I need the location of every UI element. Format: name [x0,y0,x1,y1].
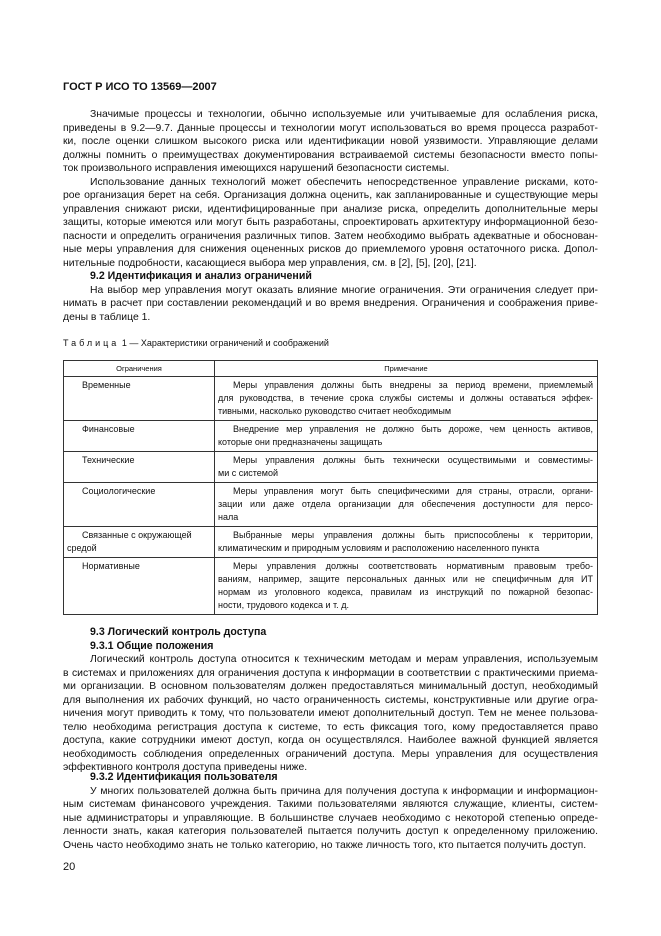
note-text: Внедрение мер управления не должно быть дороже, чем ценность активов, [233,424,593,434]
note-cell [215,527,598,558]
text-line: ные администраторы и управляющие. В большинстве случаев необходимо с некоторой степенью опреде- [63,812,598,824]
text-line: для выполнения их рабочих функций, но часто ограниченность системы, конструктивные или другие огра- [63,694,598,706]
constraint-text: Финансовые [82,424,135,434]
text-line: в системах и приложениях для ограничения доступа к информации в соответствии с практическими приема- [63,667,598,679]
text-line: должны помнить о преимуществах документирования встраиваемой системы безопасности вместо попы- [63,149,598,161]
constraint-text: средой [67,543,97,553]
intro-paragraphs [63,108,598,270]
section-heading: 9.3 Логический контроль доступа [90,626,267,638]
text-line: приведены в 9.2—9.7. Данные процессы и технологии могут использоваться во время процесса разработ- [63,122,598,134]
section-9-3-2 [63,771,598,852]
text-line: ми организации. В основном пользователям должен предоставляться минимальный доступ, необходимый [63,681,598,692]
text-line: нительные подробности, касающиеся выбора мер управления, см. в [2], [5], [20], [21]. [63,257,477,269]
constraint-text: Нормативные [82,561,140,571]
section-paragraph [63,653,598,775]
text-line: эффективного контроля доступа приведены ниже. [63,762,308,773]
table-row [64,377,598,421]
table-row [64,421,598,452]
text-line: ничения могут приводить к тому, что пользователи имеют дополнительный доступ. Тем не менее пользова- [63,708,598,719]
constraint-cell [64,377,215,421]
column-header-constraints: Ограничения [64,361,215,377]
text-line: управления снижают риски, идентифицированные при анализе риска, определить дополнительные меры [63,203,598,215]
text-line: ные меры управления для снижения оцененных рисков до приемлемого уровня остаточного риска. Допол- [63,244,598,255]
section-9-3 [63,626,598,775]
paragraph [63,108,598,176]
constraint-cell [64,483,215,527]
column-header-note: Примечание [215,361,598,377]
section-heading: 9.2 Идентификация и анализ ограничений [90,270,312,282]
text-line: У многих пользователей должна быть причина для получения доступа к информации и информацион- [90,785,598,797]
page-number: 20 [63,861,76,873]
text-line: Значимые процессы и технологии, обычно используемые или учитываемые для ослабления риска, [90,109,598,120]
constraint-cell [64,452,215,483]
text-line: На выбор мер управления могут оказать влияние многие ограничения. Эти ограничения следует при- [90,284,598,296]
note-text: Меры управления должны быть технически осуществимыми и совместимы- [233,455,593,465]
note-text: нала [218,512,239,522]
text-line: Логический контроль доступа относится к техническим методам и мерам управления, используемым [90,654,598,665]
table-row [64,483,598,527]
note-text: Меры управления могут быть специфическими для страны, отрасли, органи- [233,486,593,496]
constraint-text: Временные [82,380,131,390]
text-line: доступа, какие сотрудники имеют доступ, когда он осуществлялся. Наиболее важной функцией является [63,735,598,746]
note-cell [215,558,598,615]
note-cell [215,377,598,421]
constraint-text: Технические [82,455,135,465]
note-cell [215,483,598,527]
note-text: зации или даже отдела организации для обеспечения доступности для персо- [218,499,593,509]
text-line: пасности и определить ограничения различных типов. Затем необходимо выбрать адекватные и обоснован- [63,230,598,242]
paragraph [63,176,598,271]
table-row [64,558,598,615]
table-caption [63,338,598,348]
constraint-text: Связанные с окружающей [82,530,192,540]
text-line: ленности знать, какая категория пользователей пытается получить доступ к определенному приложению. [63,826,598,837]
note-text: нормам из уголовного кодекса, правилам из инструкций по пожарной безопас- [218,587,593,597]
text-line: ным системам финансового учреждения. Такими пользователями являются служащие, клиенты, систем- [63,799,598,810]
text-line: ток произвольного исправления имеющихся нарушений безопасности системы. [63,163,450,174]
note-text: ми с системой [218,468,278,478]
note-text: Меры управления должны соответствовать нормативным правовым требо- [233,561,593,571]
subsection-heading: 9.3.1 Общие положения [90,639,214,652]
note-text: для руководства, в течение срока службы системы и должны оставаться эффек- [218,393,593,403]
note-text: климатическим и природным условиям и расположению населенного пункта [218,543,540,553]
text-line: необходимость соблюдения определенных ограничений доступа. Меры управления для осуществления [63,748,598,760]
table-caption-text: 1 — Характеристики ограничений и соображений [121,338,329,348]
note-text: которые они предназначены защищать [218,437,383,447]
note-text: Меры управления должны быть внедрены за период времени, приемлемый [233,380,593,390]
table-row [64,452,598,483]
constraint-cell [64,421,215,452]
note-cell [215,452,598,483]
constraint-cell [64,558,215,615]
section-paragraph [63,284,598,325]
constraints-table [63,360,598,615]
text-line: Использование данных технологий может обеспечить непосредственное управление рисками, кото- [90,176,598,188]
constraint-text: Социологические [82,486,156,496]
text-line: Очень часто необходимо знать не только категорию, но также личность того, кто пытается получить доступ. [63,839,587,851]
section-paragraph [63,785,598,853]
text-line: защиты, которые имеются или могут быть разработаны, спроектировать архитектуру информационной безо- [63,217,598,228]
text-line: дены в таблице 1. [63,311,151,323]
text-line: ки, после оценки слишком высокого риска или идентификации новой уязвимости. Управляющие делами [63,136,598,147]
text-line: рое организация берет на себя. Организация должна оценить, как запланированные и существующие меры [63,190,598,201]
table-row [64,527,598,558]
text-line: нимать в расчет при составлении рекомендаций и во время внедрения. Ограничения и соображения приве- [63,298,598,309]
note-text: тивными, насколько руководство считает необходимым [218,406,452,416]
document-header: ГОСТ Р ИСО ТО 13569—2007 [63,81,217,93]
subsection-heading: 9.3.2 Идентификация пользователя [90,771,278,783]
note-text: Выбранные меры управления должны быть приспособлены к территории, [233,530,593,540]
note-cell [215,421,598,452]
section-9-2 [63,270,598,324]
text-line: телю необходима регистрация доступа к системе, то есть фиксация того, кому предоставляется право [63,721,598,733]
note-text: ности, трудового кодекса и т. д. [218,600,349,610]
table-caption-label: Таблица [63,338,120,348]
constraint-cell [64,527,215,558]
note-text: ваниям, например, защите персональных данных или не специфичным для ИТ [218,574,593,584]
